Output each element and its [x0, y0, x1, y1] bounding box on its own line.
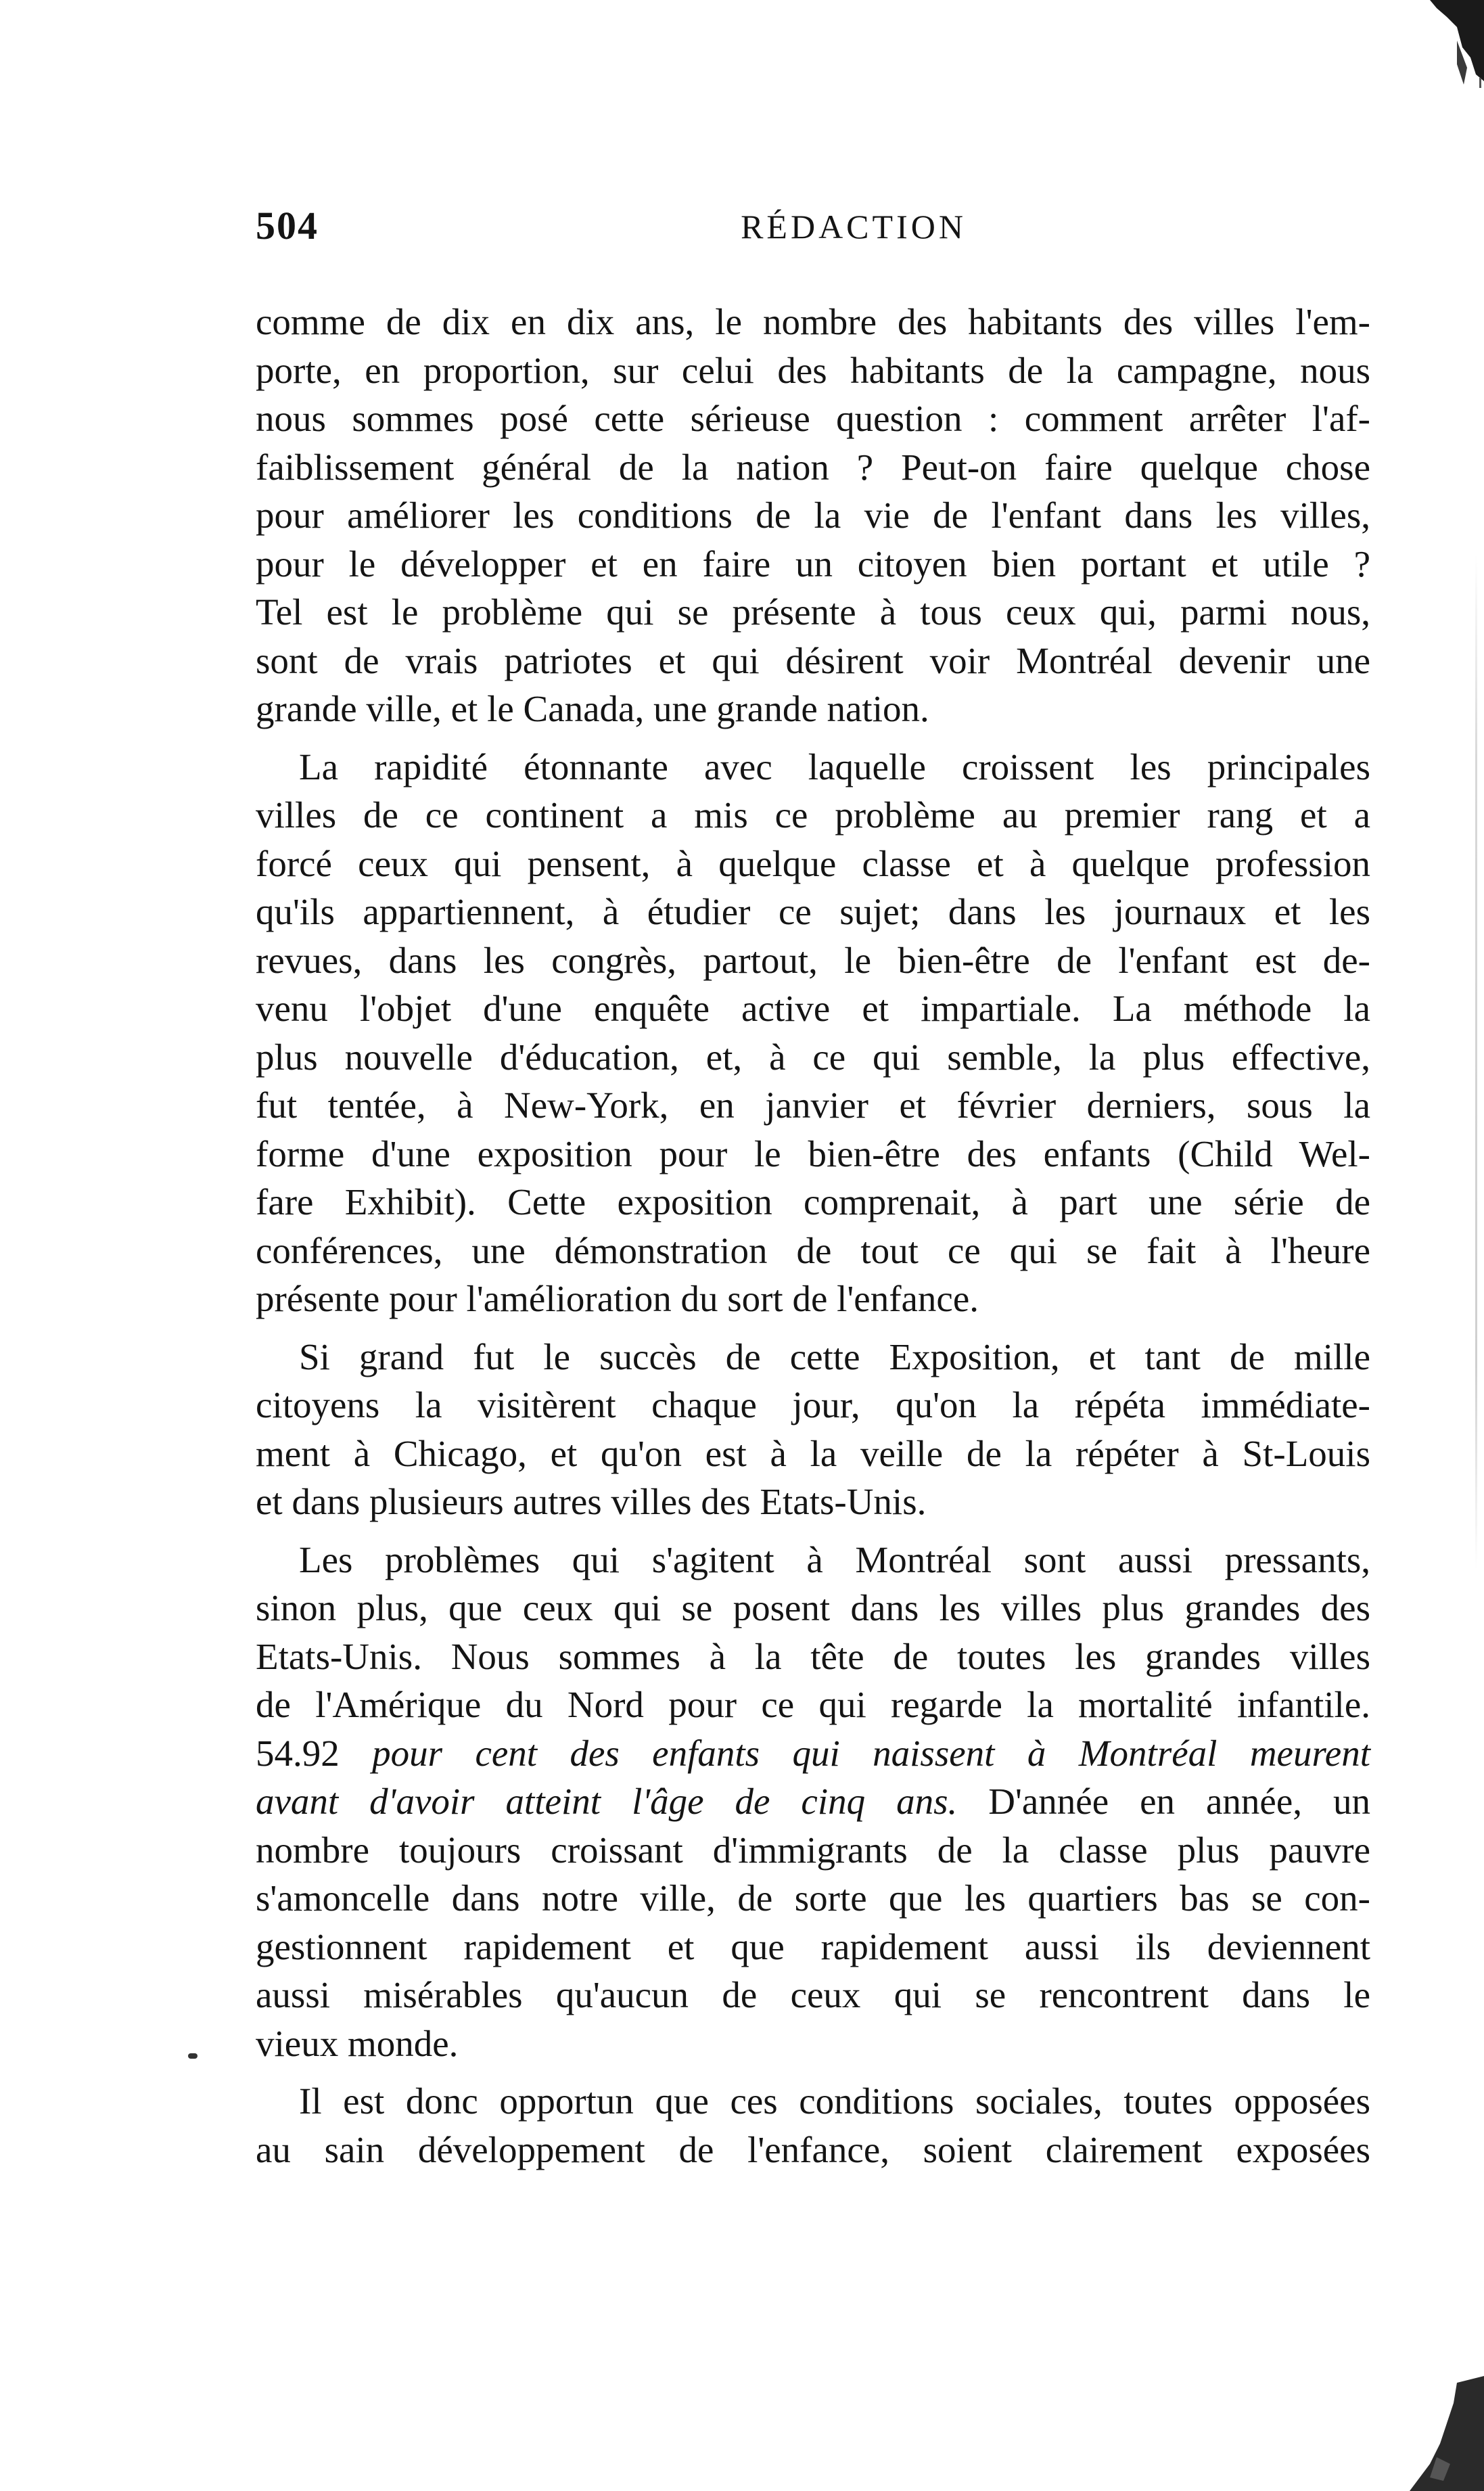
text-line: grande ville, et le Canada, une grande nation.: [256, 688, 929, 729]
text-line: citoyens la visitèrent chaque jour, qu'on la répéta immédiate-: [256, 1384, 1370, 1425]
text-line: revues, dans les congrès, partout, le bien-être de l'enfant est de-: [256, 939, 1370, 981]
text-line: pour améliorer les conditions de la vie de l'enfant dans les villes,: [256, 495, 1370, 536]
text-line: pour le développer et en faire un citoyen bien portant et utile ?: [256, 543, 1370, 585]
text-line: Tel est le problème qui se présente à tous ceux qui, parmi nous,: [256, 591, 1370, 633]
page-header: [256, 203, 1370, 264]
corner-stain-mark: [1355, 0, 1484, 88]
text-line: avant d'avoir atteint l'âge de cinq ans. D'année en année, un: [256, 1781, 1371, 1822]
text-line: forcé ceux qui pensent, à quelque classe et à quelque profession: [256, 842, 1370, 884]
bottom-corner-stain: [1355, 2362, 1484, 2491]
text-line: conférences, une démonstration de tout ce qui se fait à l'heure: [256, 1229, 1370, 1271]
text-line: plus nouvelle d'éducation, et, à ce qui semble, la plus effective,: [256, 1036, 1370, 1078]
text-line: Etats-Unis. Nous sommes à la tête de toutes les grandes villes: [256, 1635, 1370, 1677]
text-line: qu'ils appartiennent, à étudier ce sujet; dans les journaux et les: [256, 891, 1370, 932]
text-line: Il est donc opportun que ces conditions sociales, toutes opposées: [299, 2080, 1370, 2122]
text-line: venu l'objet d'une enquête active et impartiale. La méthode la: [256, 988, 1370, 1029]
text-line: [256, 1729, 1370, 1778]
text-line: gestionnent rapidement et que rapidement aussi ils deviennent: [256, 1925, 1370, 1967]
text-line: vieux monde.: [256, 2022, 459, 2064]
text-line: Les problèmes qui s'agitent à Montréal sont aussi pressants,: [299, 1538, 1370, 1580]
text-line: comme de dix en dix ans, le nombre des habitants des villes l'em-: [256, 301, 1370, 342]
running-head: RÉDACTION: [741, 208, 967, 246]
paragraph: [256, 743, 1370, 1323]
text-line: fare Exhibit). Cette exposition comprenait, à part une série de: [256, 1181, 1370, 1222]
paragraph: [256, 298, 1370, 733]
text-line: et dans plusieurs autres villes des Etats-Unis.: [256, 1481, 927, 1522]
italic-phrase: avant d'avoir atteint l'âge de cinq ans.: [256, 1781, 958, 1822]
text-line: fut tentée, à New-York, en janvier et février derniers, sous la: [256, 1084, 1370, 1126]
text-line: La rapidité étonnante avec laquelle croissent les principales: [299, 746, 1370, 787]
text-line: faiblissement général de la nation ? Peut-on faire quelque chose: [256, 446, 1370, 488]
text-line: villes de ce continent a mis ce problème au premier rang et a: [256, 794, 1370, 836]
page-edge-shadow: [1475, 555, 1477, 1570]
page-number: 504: [256, 204, 319, 248]
text-line: sinon plus, que ceux qui se posent dans les villes plus grandes des: [256, 1587, 1370, 1628]
text-line: porte, en proportion, sur celui des habitants de la campagne, nous: [256, 349, 1370, 391]
paragraph: [256, 1536, 1370, 2068]
margin-mark: [188, 2053, 198, 2059]
paragraph: [256, 1333, 1370, 1526]
paragraph: [256, 2077, 1370, 2174]
text-line: de l'Amérique du Nord pour ce qui regarde la mortalité infantile.: [256, 1684, 1370, 1725]
text-line: Si grand fut le succès de cette Exposition, et tant de mille: [299, 1335, 1370, 1377]
text-line: nous sommes posé cette sérieuse question : comment arrêter l'af-: [256, 398, 1370, 439]
italic-phrase: pour cent des enfants qui naissent à Montréal meurent: [372, 1732, 1371, 1774]
text-line: présente pour l'amélioration du sort de l'enfance.: [256, 1278, 979, 1319]
text-line: sont de vrais patriotes et qui désirent voir Montréal devenir une: [256, 639, 1370, 681]
text-line: aussi misérables qu'aucun de ceux qui se rencontrent dans le: [256, 1974, 1370, 2015]
text-line: nombre toujours croissant d'immigrants de la classe plus pauvre: [256, 1829, 1370, 1871]
text-line: forme d'une exposition pour le bien-être des enfants (Child Wel-: [256, 1133, 1370, 1174]
text-line: s'amoncelle dans notre ville, de sorte que les quartiers bas se con-: [256, 1877, 1370, 1919]
text-line: au sain développement de l'enfance, soient clairement exposées: [256, 2128, 1370, 2170]
mortality-figure: 54.92: [256, 1732, 340, 1774]
text-line: ment à Chicago, et qu'on est à la veille de la répéter à St-Louis: [256, 1432, 1370, 1474]
body-text: [256, 298, 1370, 2174]
